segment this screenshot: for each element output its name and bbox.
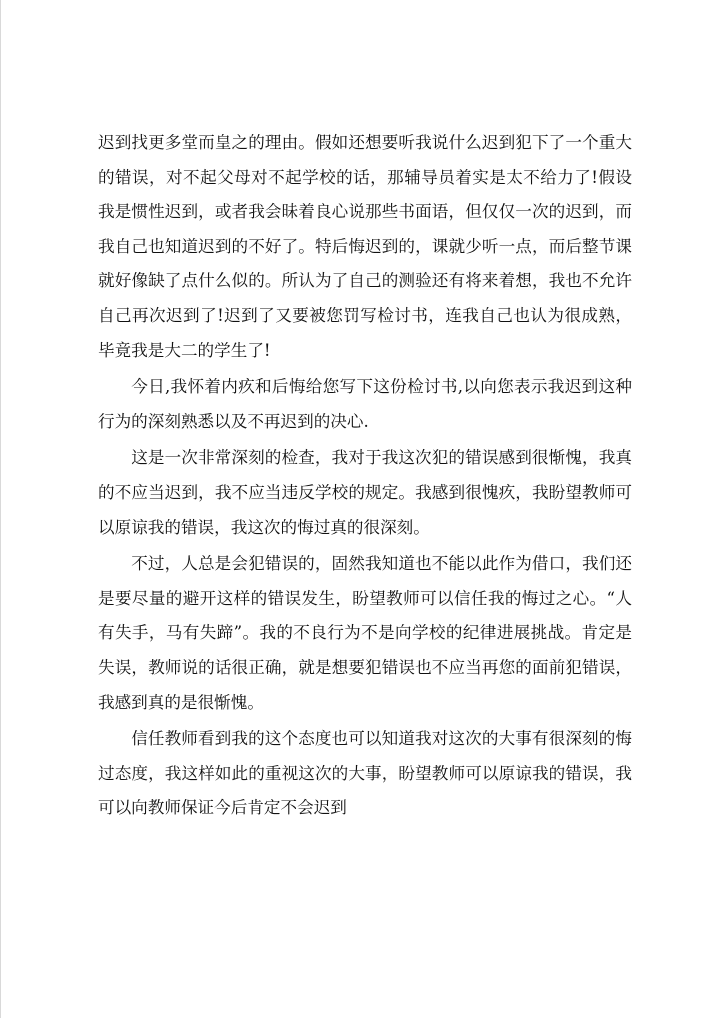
paragraph-2: 今日,我怀着内疚和后悔给您写下这份检讨书,以向您表示我迟到这种行为的深刻熟悉以及不再迟到的决心. <box>98 377 632 431</box>
paragraph-4: 不过，人总是会犯错误的，固然我知道也不能以此作为借口，我们还是要尽量的避开这样的错误发生，盼望教师可以信任我的悔过之心。“人有失手，马有失蹄”。我的不良行为不是向学校的纪律进展挑战。肯定是失误，教师说的话很正确，就是想要犯错误也不应当再您的面前犯错误，我感到真的是很惭愧。 <box>98 554 632 712</box>
paragraph-5: 信任教师看到我的这个态度也可以知道我对这次的大事有很深刻的悔过态度，我这样如此的重视这次的大事，盼望教师可以原谅我的错误，我可以向教师保证今后肯定不会迟到 <box>98 729 632 818</box>
paragraph-3: 这是一次非常深刻的检查，我对于我这次犯的错误感到很惭愧，我真的不应当迟到，我不应当违反学校的规定。我感到很愧疚，我盼望教师可以原谅我的错误，我这次的悔过真的很深刻。 <box>98 448 632 537</box>
document-body <box>98 126 632 828</box>
paragraph-1: 迟到找更多堂而皇之的理由。假如还想要听我说什么迟到犯下了一个重大的错误，对不起父母对不起学校的话，那辅导员着实是太不给力了!假设我是惯性迟到，或者我会昧着良心说那些书面语，但仅仅一次的迟到，而我自己也知道迟到的不好了。特后悔迟到的，课就少听一点，而后整节课就好像缺了点什么似的。所认为了自己的测验还有将来着想，我也不允许自己再次迟到了!迟到了又要被您罚写检讨书，连我自己也认为很成熟，毕竟我是大二的学生了! <box>98 133 632 360</box>
